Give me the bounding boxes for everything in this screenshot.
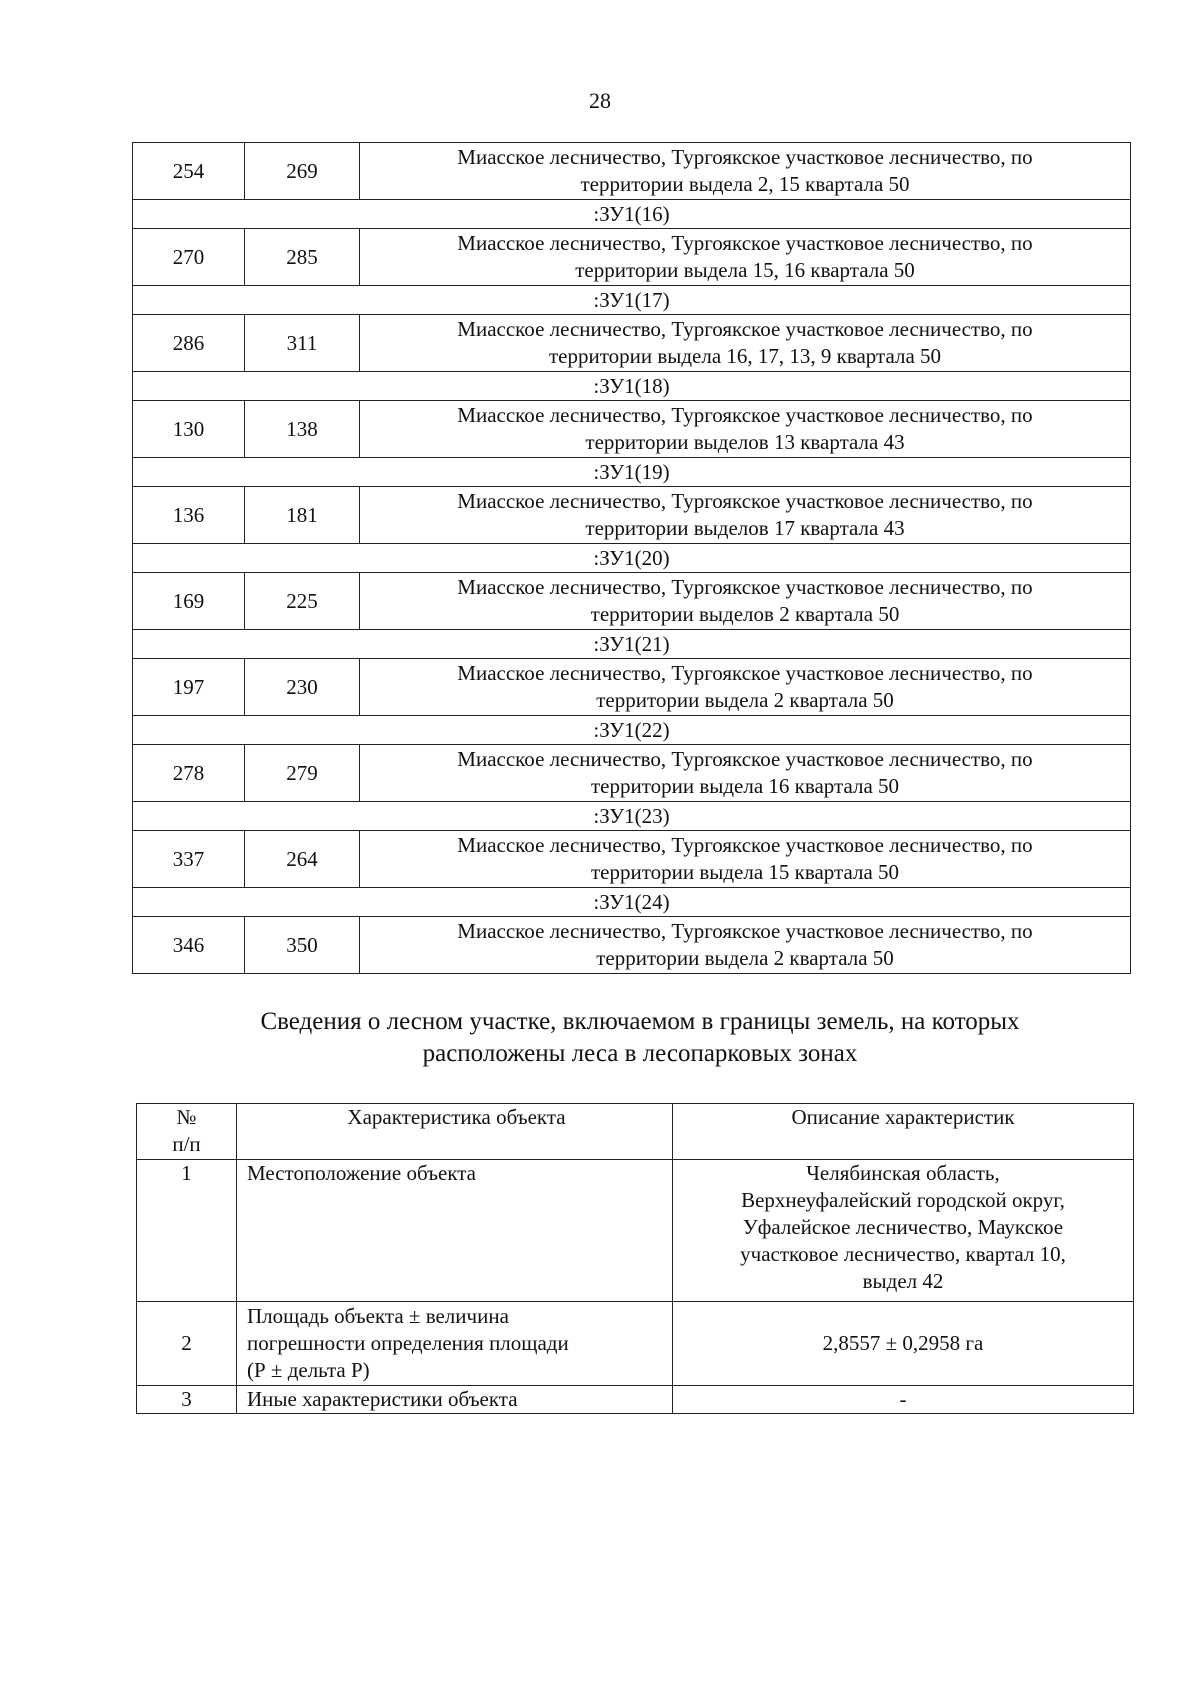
location-description-cell bbox=[360, 831, 1131, 888]
table-row bbox=[133, 831, 1131, 888]
description-line: Миасское лесничество, Тургоякское участковое лесничество, по bbox=[457, 317, 1033, 341]
characteristic-cell bbox=[237, 1386, 673, 1414]
section-label: :ЗУ1(17) bbox=[133, 286, 1131, 315]
table-row bbox=[137, 1302, 1134, 1386]
section-label: :ЗУ1(23) bbox=[133, 802, 1131, 831]
description-line: Миасское лесничество, Тургоякское участковое лесничество, по bbox=[457, 575, 1033, 599]
boundary-points-table bbox=[132, 142, 1131, 974]
characteristic-line: погрешности определения площади bbox=[247, 1331, 569, 1355]
table-row bbox=[137, 1386, 1134, 1414]
point-from-cell: 169 bbox=[133, 573, 245, 630]
forest-plot-info-table bbox=[136, 1103, 1134, 1414]
description-line: Миасское лесничество, Тургоякское участковое лесничество, по bbox=[457, 489, 1033, 513]
table-row bbox=[133, 229, 1131, 286]
description-line: территории выдела 2 квартала 50 bbox=[596, 946, 894, 970]
characteristic-cell bbox=[237, 1302, 673, 1386]
characteristic-line: Площадь объекта ± величина bbox=[247, 1304, 509, 1328]
point-from-cell: 346 bbox=[133, 917, 245, 974]
section-row bbox=[133, 200, 1131, 229]
header-description-cell: Описание характеристик bbox=[673, 1104, 1134, 1160]
location-description-cell bbox=[360, 745, 1131, 802]
characteristic-line: Иные характеристики объекта bbox=[247, 1387, 518, 1411]
point-to-cell: 264 bbox=[245, 831, 360, 888]
row-number-cell: 2 bbox=[137, 1302, 237, 1386]
description-line: территории выделов 13 квартала 43 bbox=[585, 430, 905, 454]
table-row bbox=[137, 1160, 1134, 1302]
header-number-cell bbox=[137, 1104, 237, 1160]
section-row bbox=[133, 372, 1131, 401]
table-row bbox=[133, 143, 1131, 200]
location-description-cell bbox=[360, 659, 1131, 716]
point-from-cell: 270 bbox=[133, 229, 245, 286]
header-number-line: № bbox=[176, 1105, 197, 1129]
point-from-cell: 197 bbox=[133, 659, 245, 716]
point-to-cell: 279 bbox=[245, 745, 360, 802]
section-label: :ЗУ1(18) bbox=[133, 372, 1131, 401]
heading-line: Сведения о лесном участке, включаемом в границы земель, на которых bbox=[260, 1008, 1020, 1035]
description-line: территории выдела 15, 16 квартала 50 bbox=[575, 258, 915, 282]
point-from-cell: 254 bbox=[133, 143, 245, 200]
point-to-cell: 225 bbox=[245, 573, 360, 630]
description-line: Челябинская область, bbox=[806, 1161, 1000, 1185]
description-line: территории выдела 2, 15 квартала 50 bbox=[580, 172, 910, 196]
section-row bbox=[133, 888, 1131, 917]
description-cell bbox=[673, 1386, 1134, 1414]
description-line: территории выдела 16 квартала 50 bbox=[590, 774, 900, 798]
description-line: Миасское лесничество, Тургоякское участковое лесничество, по bbox=[457, 833, 1033, 857]
location-description-cell bbox=[360, 573, 1131, 630]
section-label: :ЗУ1(24) bbox=[133, 888, 1131, 917]
section-row bbox=[133, 716, 1131, 745]
header-number-line: п/п bbox=[172, 1132, 201, 1156]
point-from-cell: 136 bbox=[133, 487, 245, 544]
table-header-row bbox=[137, 1104, 1134, 1160]
description-line: Миасское лесничество, Тургоякское участковое лесничество, по bbox=[457, 145, 1033, 169]
point-to-cell: 269 bbox=[245, 143, 360, 200]
description-line: выдел 42 bbox=[862, 1269, 944, 1293]
section-label: :ЗУ1(21) bbox=[133, 630, 1131, 659]
section-label: :ЗУ1(19) bbox=[133, 458, 1131, 487]
characteristic-line: (Р ± дельта Р) bbox=[247, 1358, 370, 1382]
location-description-cell bbox=[360, 229, 1131, 286]
point-from-cell: 278 bbox=[133, 745, 245, 802]
location-description-cell bbox=[360, 401, 1131, 458]
description-line: участковое лесничество, квартал 10, bbox=[740, 1242, 1066, 1266]
point-from-cell: 130 bbox=[133, 401, 245, 458]
description-line: территории выделов 17 квартала 43 bbox=[585, 516, 905, 540]
characteristic-line: Местоположение объекта bbox=[247, 1161, 477, 1185]
point-to-cell: 311 bbox=[245, 315, 360, 372]
description-line: территории выдела 15 квартала 50 bbox=[590, 860, 900, 884]
description-line: Миасское лесничество, Тургоякское участковое лесничество, по bbox=[457, 747, 1033, 771]
point-to-cell: 181 bbox=[245, 487, 360, 544]
description-line: Миасское лесничество, Тургоякское участковое лесничество, по bbox=[457, 231, 1033, 255]
section-label: :ЗУ1(16) bbox=[133, 200, 1131, 229]
location-description-cell bbox=[360, 315, 1131, 372]
heading-line: расположены леса в лесопарковых зонах bbox=[422, 1040, 858, 1067]
description-line: территории выдела 2 квартала 50 bbox=[596, 688, 894, 712]
table-row bbox=[133, 487, 1131, 544]
description-line: 2,8557 ± 0,2958 га bbox=[822, 1331, 984, 1355]
location-description-cell bbox=[360, 917, 1131, 974]
description-line: Миасское лесничество, Тургоякское участковое лесничество, по bbox=[457, 919, 1033, 943]
section-heading bbox=[140, 1006, 1140, 1070]
point-to-cell: 285 bbox=[245, 229, 360, 286]
description-line: Уфалейское лесничество, Маукское bbox=[742, 1215, 1064, 1239]
table-row bbox=[133, 745, 1131, 802]
section-row bbox=[133, 544, 1131, 573]
point-from-cell: 337 bbox=[133, 831, 245, 888]
section-label: :ЗУ1(20) bbox=[133, 544, 1131, 573]
description-line: Миасское лесничество, Тургоякское участковое лесничество, по bbox=[457, 661, 1033, 685]
location-description-cell bbox=[360, 487, 1131, 544]
point-to-cell: 138 bbox=[245, 401, 360, 458]
table-row bbox=[133, 315, 1131, 372]
characteristic-cell bbox=[237, 1160, 673, 1302]
section-row bbox=[133, 630, 1131, 659]
description-line: Верхнеуфалейский городской округ, bbox=[741, 1188, 1065, 1212]
description-line: территории выдела 16, 17, 13, 9 квартала 50 bbox=[548, 344, 942, 368]
point-from-cell: 286 bbox=[133, 315, 245, 372]
page-number: 28 bbox=[589, 88, 611, 113]
header-characteristic-cell: Характеристика объекта bbox=[237, 1104, 673, 1160]
description-line: Миасское лесничество, Тургоякское участковое лесничество, по bbox=[457, 403, 1033, 427]
table-row bbox=[133, 659, 1131, 716]
row-number-cell: 3 bbox=[137, 1386, 237, 1414]
description-line: - bbox=[899, 1387, 907, 1411]
table-row bbox=[133, 573, 1131, 630]
row-number-cell: 1 bbox=[137, 1160, 237, 1302]
section-row bbox=[133, 802, 1131, 831]
description-cell bbox=[673, 1160, 1134, 1302]
description-cell bbox=[673, 1302, 1134, 1386]
table-row bbox=[133, 917, 1131, 974]
table-row bbox=[133, 401, 1131, 458]
location-description-cell bbox=[360, 143, 1131, 200]
section-row bbox=[133, 458, 1131, 487]
point-to-cell: 350 bbox=[245, 917, 360, 974]
point-to-cell: 230 bbox=[245, 659, 360, 716]
section-row bbox=[133, 286, 1131, 315]
section-label: :ЗУ1(22) bbox=[133, 716, 1131, 745]
description-line: территории выделов 2 квартала 50 bbox=[590, 602, 900, 626]
